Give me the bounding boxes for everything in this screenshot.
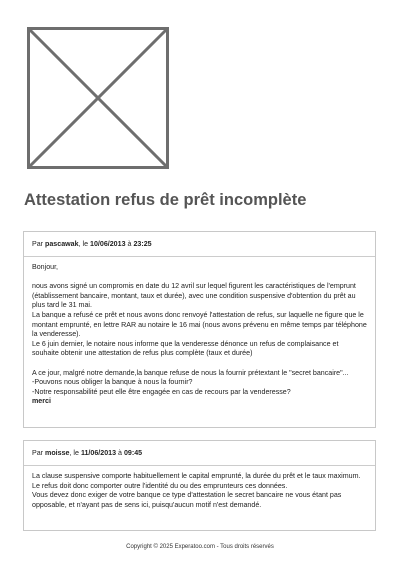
paragraph-gap [32, 273, 367, 283]
post-paragraph: Le 6 juin dernier, le notaire nous informe que la venderesse dénonce un refus de complaisance et souhaite obtenir une attestation de refus plus complète (taux et durée) [32, 339, 339, 358]
post-date: 11/06/2013 [80, 449, 117, 457]
post-time: 23:25 [133, 240, 152, 248]
post-author: pascawak [45, 240, 79, 248]
post-date: 10/06/2013 [90, 240, 126, 248]
post-paragraph: Le refus doit donc comporter outre l'identité du ou des emprunteurs ces données. [32, 481, 288, 490]
post-header [24, 232, 375, 257]
post-paragraph: -Notre responsabilité peut elle être engagée en cas de recours par la venderesse? [32, 387, 291, 396]
paragraph-gap [32, 359, 367, 369]
post-header [24, 441, 375, 466]
page-title: Attestation refus de prêt incomplète [24, 191, 307, 209]
post-signature: merci [32, 397, 51, 406]
post-body [32, 257, 367, 407]
post-paragraph: Vous devez donc exiger de votre banque ce type d'attestation le secret bancaire ne vous étant pas opposable, et n'ayant pas de sens ici, puisqu'aucun motif n'est demandé. [32, 491, 342, 509]
post-paragraph: A ce jour, malgré notre demande,la banque refuse de nous la fournir prétextant le "secret bancaire"... [32, 368, 349, 377]
post-paragraph: La banque a refusé ce prêt et nous avons donc renvoyé l'attestation de refus, sur laquelle ne figure que le montant emprunté, en lettre RAR au notaire le 16 mai (nous avons prévenu en même temps par téléphone la venderesse). [32, 310, 367, 339]
post-1 [23, 231, 376, 428]
post-time-prefix: à [118, 449, 122, 457]
post-date-prefix: , le [78, 240, 89, 248]
post-paragraph: -Pouvons nous obliger la banque à nous la fournir? [32, 378, 193, 387]
page-footer: Copyright © 2025 Experatoo.com - Tous droits réservés [126, 544, 274, 550]
post-by-label: Par [32, 449, 44, 457]
broken-image-icon [27, 27, 169, 169]
post-body [32, 466, 367, 510]
post-date-prefix: , le [69, 449, 79, 457]
post-by-label: Par [32, 240, 44, 248]
post-paragraph: nous avons signé un compromis en date du 12 avril sur lequel figurent les caractéristiques de l'emprunt (établissement bancaire, montant, taux et durée), avec une condition suspensive d'obtention du prêt au plus tard le 31 mai. [32, 282, 356, 310]
post-paragraph: La clause suspensive comporte habituellement le capital emprunté, la durée du prêt et le taux maximum. [32, 472, 361, 480]
post-2 [23, 440, 376, 531]
post-author: moisse [45, 449, 70, 457]
post-paragraph: Bonjour, [32, 263, 59, 271]
post-time-prefix: à [127, 240, 132, 248]
post-time: 09:45 [123, 449, 143, 457]
